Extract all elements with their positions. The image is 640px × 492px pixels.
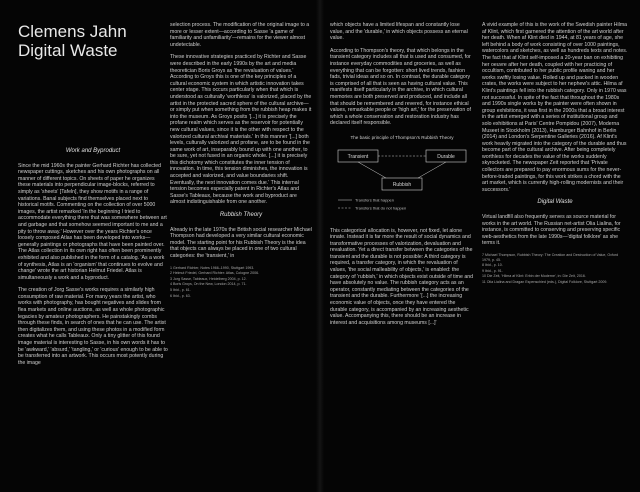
footnote: 6 Ibid., p. 63. xyxy=(170,293,191,298)
section-heading-rubbish-theory: Rubbish Theory xyxy=(219,212,263,219)
section-heading-work-and-byproduct: Work and Byproduct xyxy=(65,148,121,154)
paragraph: Virtual landfill also frequently serves as source material for works in the art world. The Russian net-artist Olia Lialina, for instance, is committed to conserving and preserving specific web-aesthetics from the late 1990s—'digital folklore' as she terms it. xyxy=(482,214,621,247)
label-durable: Durable xyxy=(437,153,455,160)
column-2 xyxy=(170,22,312,299)
column-1 xyxy=(18,148,168,372)
footnotes xyxy=(482,253,628,285)
paragraph: A vivid example of this is the work of the Swedish painter Hilma af Klint, which first garnered the attention of the art world after her death. When af Klint died in 1944, at 81 years of age, she left behind a body of work consisting of over 1000 paintings, watercolors and sketches, as well as hundreds texts and notes. The fact that af Klint self-imposed a 20-year ban on exhibiting her oeuvre after her death, coupled with her practicing of occultism, contributed to her public profile waning and her works swiftly losing value. Rolled up and packed in wooden crates, the works were subject to her nephew's attic. Hilma af Klint's paintings fell into the rubbish category. Only in 1970 was not successful. In spite of the fact that throughout the 1980s and 1990s single works by the painter were often shown in group exhibitions, it was first in the 2000s that a broad interest in the artist emerged with a series of institutional group and solo exhibitions at Paris' Centre Pompidou (2007), Moderna Museet in Stockholm (2013), Hamburger Bahnhof in Berlin (2014) and London's Serpentine Galleries (2016). Af Klint's work heavily migrated into the category of the durable and thus become part of the cultural archive. After being completely worthless for decades the value of the works suddenly skyrocketed. The newspaper Zeit reported that 'Private collectors are prepared to pay enormous sums for the never-before-traded paintings, for this work strikes a chord with the art market, which is currently high-rolling modernists and their successors.' xyxy=(482,22,628,193)
section-heading-digital-waste: Digital Waste xyxy=(537,199,573,206)
footnote: 7 Michael Thompson, Rubbish Theory: The Creation and Destruction of Value, Oxford 1979, p. 45. xyxy=(482,253,619,262)
column-3 xyxy=(330,22,474,332)
paragraph: The creation of Jorg Sasse's works requires a similarly high consumption of raw material. For many years the artist, who works with photography, has bought negatives and slides from flea markets and online auctions, as well as whole photographic legacies by amateur photographers. He painstakingly combs through these finds, in search of ones that he can use. The artist then digitalizes them, and using these photos in a modified form creates what he calls Tableaux. Only a tiny glitter of this found image material is interesting to Sasse, in his own words it has to be 'awkward,' 'absurd,' 'tangling,' or 'curious' enough to be able to be transferred into an artwork. This occurs most potently during the image xyxy=(18,287,168,366)
paragraph: which objects have a limited lifespan and constantly lose value, and the 'durable,' in which objects possess an eternal value. xyxy=(330,22,468,42)
arrow-rubbish-durable xyxy=(418,162,446,178)
footnote: 8 Ibid., p. 10. xyxy=(482,263,503,268)
legend-label-happen: Transfers that happen xyxy=(355,197,394,202)
paragraph: Already in the late 1970s the British social researcher Michael Thompson had developed a very similar cultural economic model. The starting point for his Rubbish Theory is the idea that objects can always be placed in one of two cultural categories: the 'transient,' in xyxy=(170,226,312,259)
paragraph: These innovative strategies practiced by Richter and Sasse were described in the early 1990s by the art and media theoretician Boris Groys as 'the revaluation of values.' According to Groys this is one of the key principles of a cultural economic system in which artistic innovation takes center stage. This occurs particularly when that which is understood as culturally 'worthless' is valorized, placed by the artist in the protected sacred sphere of the cultural archive—or simply put when something from the rubbish heap makes it into the museum. As Groys posits '[...] it is precisely the profane realm which serves as the reservoir for potentially new cultural values, since it is the other with respect to the valorized cultural archival materials.' In this manner '[...] both levels, culturally valorized and profane, are to be found in the same work of art, inseparably bound up with one another, to be sure, yet not fused in an organic whole. [...] it is precisely this dichotomy which constitutes the inner tension of innovation. In time, this tension diminishes, the innovation is accepted and valorized, and value boundaries shift. Eventually, the next innovation comes due.' This internal tension becomes especially patent in Richter's Atlas and Sasse's Tableaux, because the work and byproduct are almost indistinguishable from one another. xyxy=(170,54,312,206)
paragraph: According to Thompson's theory, that which belongs in the transient category includes all that is used and consumed, for instance everyday commodities and groceries, as well as everything that can be forgotten: short lived trends, fashion fads, trivial ideas and so on. In contrast, the durable category is comprised of all that is seen as having cultural value. This manifests itself particularly in the archive, in which cultural memories are both preserved and produced, and include all that should be remembered and revered, for instance ethical values, remarkable people or 'high art,' for the preservation of which a whole conservation and restoration industry has declared itself responsible. xyxy=(330,47,471,127)
arrow-transient-rubbish xyxy=(358,162,386,178)
paragraph: This categorical allocation is, however, not fixed, let alone innate. Instead it is far more the result of social dynamics and transformative processes of valorization, devaluation and revaluation. Yet a direct transfer between the categories of the transient and the durable is not possible: A third category is required, a transfer category, in which the revaluation of values, 'the social malleability of objects,' is enabled: the category of 'rubbish,' in which objects exist outside of time and have absolutely no value. The rubbish category acts as an operator, constantly mediating between the categories of the transient and the durable. Furthermore '[...] the increasing economic value of objects, once they have entered the durable category, is accompanied by an increasing aesthetic value. Accompanying this, there should be an increase in interest and acquisitions among museums [...]' xyxy=(330,227,473,326)
footnote: 9 Ibid., p. 91. xyxy=(482,268,503,273)
page-fold xyxy=(316,0,324,492)
diagram-graphic xyxy=(330,146,474,216)
article-title: Clemens Jahn Digital Waste xyxy=(18,22,127,60)
column-4 xyxy=(482,22,628,286)
label-rubbish: Rubbish xyxy=(392,181,412,188)
paragraph: selection process. The modification of the original image to a more or lesser extent—according to Sasse 'a game of familiarity and unfamiliarity'—remains for the viewer almost undetectable. xyxy=(170,22,310,48)
footnote: 11 Olia Lialina and Dragan Espenschied (eds.), Digital Folklore, Stuttgart 2009. xyxy=(482,279,608,284)
footnote: 10 Die Zeit, 'Hilma af Klint: Erbin der Moderne', in: Die Zeit, 2016. xyxy=(482,274,586,279)
paragraph: Since the mid 1960s the painter Gerhard Richter has collected newspaper cuttings, sketches and his own photographs on all manner of different topics. On sheets of paper he organizes these materials into perpendicular image-blocks, referred to simply as 'sheets' [Tafeln], they show motifs in a range of variations. Banal subjects find themselves placed next to historical motifs. Commenting on the collection of over 5000 images, the artist remarked 'In the beginning I tried to accommodate everything there that was somewhere between art and garbage and that somehow seemed important to me and a pity to throw away.' However over the years Richter's once loosely composed Atlas has been developed into works—generally paintings or photographs that have been painted over. The Atlas collection in its own right has often been prominently exhibited and also published in the form of a catalog. 'As a work of synthesis, Atlas is an 'organism' that continues to evolve and change' wrote the art historian Helmut Friedel. Atlas is simultaneously a work and a byproduct. xyxy=(18,162,167,281)
footnote: 2 Helmut Friedel, Gerhard Richter: Atlas, Cologne 2006. xyxy=(170,271,260,276)
footnote: 1 Gerhard Richter, Notes 1966–1990, Stuttgart 1993. xyxy=(170,265,255,270)
label-transient: Transient xyxy=(347,153,369,160)
legend-label-not-happen: Transfers that do not happen xyxy=(355,205,407,210)
diagram-title: The basic principle of Thompson's Rubbish Theory xyxy=(350,134,454,140)
footnote: 4 Boris Groys, On the New, London 2014, p. 71. xyxy=(170,282,247,287)
footnote: 3 Jorg Sasse, Tableaux, Heidelberg 2004, p. 12. xyxy=(170,276,247,281)
footnotes xyxy=(170,266,312,299)
rubbish-theory-diagram xyxy=(330,135,474,216)
footnote: 5 Ibid., p. 61. xyxy=(170,287,191,292)
